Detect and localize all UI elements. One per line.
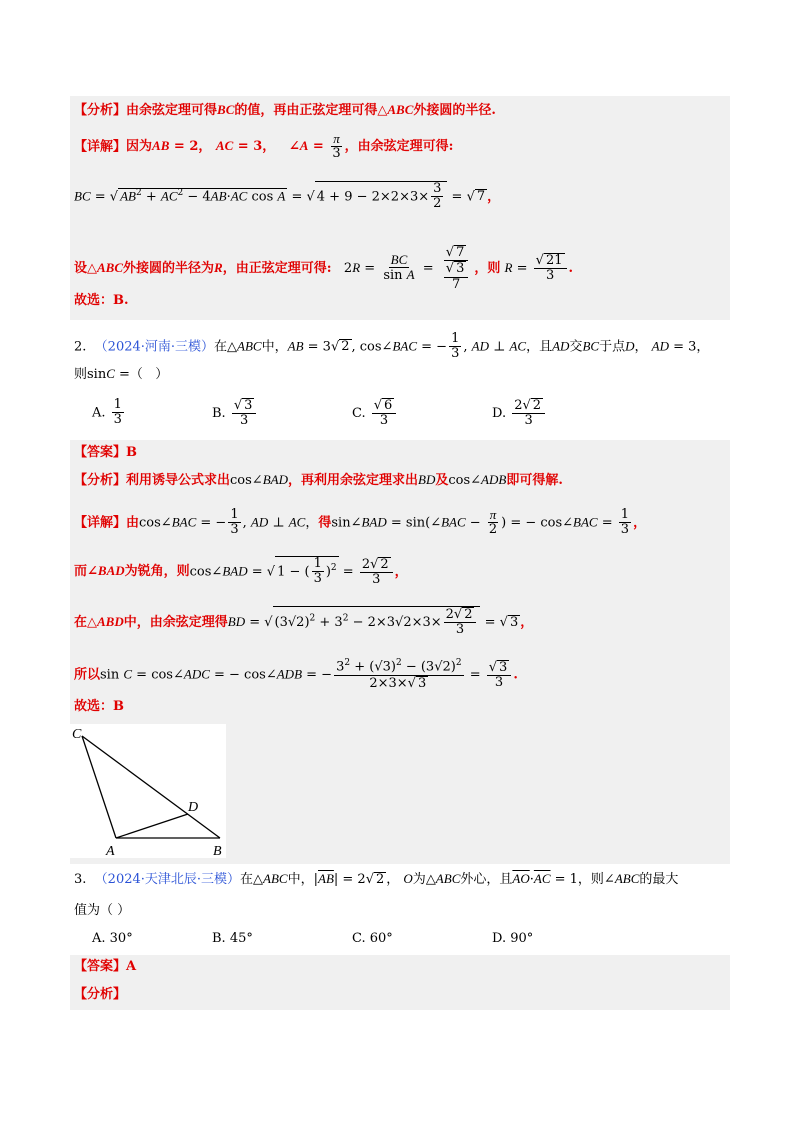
label-b: B bbox=[213, 844, 222, 858]
answer-3-tag: 【答案】 bbox=[74, 959, 127, 974]
detail-2-line2: 而∠BAD为锐角，则cos∠BAD = √ 1 − ( $\frac{1}{3}$ )$^2$ = $\frac{2√ 2}{3}$ ， bbox=[74, 556, 408, 587]
q3-option-b: B. 45° bbox=[212, 931, 253, 946]
question-3-source: （2024·天津北辰·三模） bbox=[94, 872, 241, 887]
answer-3-value: A bbox=[126, 959, 137, 974]
detail-2-tag: 【详解】 bbox=[74, 515, 127, 531]
label-a: A bbox=[106, 844, 115, 858]
answer-2-value: B bbox=[126, 445, 138, 460]
label-d: D bbox=[188, 800, 199, 815]
solution-panel-3 bbox=[70, 955, 730, 1010]
answer-3 bbox=[74, 960, 136, 973]
q2-option-d: D. $\frac{2√ 2}{3}$ bbox=[492, 398, 547, 429]
question-3: 3. （2024·天津北辰·三模）在△ABC中，$|\overline{AB}| = 2√$ 2 ， O为△ABC外心，且$\overline{AO}\cdot\overline{AC} = 1$，则∠ABC的最大 bbox=[74, 871, 679, 887]
answer-2-tag: 【答案】 bbox=[74, 445, 127, 460]
answer-1: 故选：B. bbox=[74, 293, 129, 308]
q2-option-b: B. $\frac{√ 3}{3}$ bbox=[212, 398, 258, 429]
answer-2-choice: 故选：B bbox=[74, 699, 124, 714]
q2-option-c: C. $\frac{√ 6}{3}$ bbox=[352, 398, 398, 429]
analysis-1-tag: 【分析】 bbox=[74, 103, 127, 118]
question-3-number: 3. bbox=[74, 872, 87, 887]
analysis-1 bbox=[74, 103, 496, 117]
detail-1-equation: BC = √ $AB^2 + AC^2 - 4AB\cdot AC$ cos A = √ 4 + 9 − 2×2×3× $\frac{3}{2}$ = √ 7 ， bbox=[74, 181, 501, 212]
q2-option-a: A. $\frac{1}{3}$ bbox=[92, 397, 122, 428]
detail-1-tag: 【详解】 bbox=[74, 139, 127, 155]
detail-2-line1: 【详解】由cos∠BAC = − $\frac{1}{3}$ , AD ⊥ AC，得sin∠BAD = sin(∠BAC − $\frac{\pi}{2}$ ) = − cos∠BAC = $\frac{1}{3}$ ， bbox=[74, 507, 647, 538]
question-2-source: （2024·河南·三模） bbox=[94, 339, 215, 355]
detail-2-line3: 在△ABD中，由余弦定理得BD = √ $(3√2)^2 + 3^2 - 2\times 3√2\times 3\times$ $\frac{2√ 2}{3}$ = √ 3 ， bbox=[74, 607, 534, 638]
q3-option-c: C. 60° bbox=[352, 931, 393, 946]
question-2: 2. （2024·河南·三模）在△ABC中，AB = 3√ 2 , cos∠BAC = − $\frac{1}{3}$ , AD ⊥ AC，且AD交BC于点D， AD = 3， bbox=[74, 331, 710, 362]
question-2-number: 2. bbox=[74, 339, 87, 355]
analysis-1-text: 由余弦定理可得BC的值，再由正弦定理可得△ABC外接圆的半径. bbox=[126, 102, 496, 118]
answer-2 bbox=[74, 446, 137, 459]
detail-2-line4: 所以sin C = cos∠ADC = − cos∠ADB = − $\frac{3^2 + (√3)^2 - (3√2)^2}{2\times 3\times√ 3}$ = $\frac{√ 3}{3}$ . bbox=[74, 658, 518, 691]
q3-option-a: A. 30° bbox=[92, 931, 133, 946]
detail-1-header: 【详解】因为AB = 2， AC = 3， ∠A = $\frac{\pi}{3}$ ，由余弦定理可得: bbox=[74, 131, 454, 162]
analysis-3: 【分析】 bbox=[74, 987, 127, 1002]
label-c: C bbox=[72, 727, 82, 742]
triangle-figure bbox=[70, 724, 226, 858]
q3-option-d: D. 90° bbox=[492, 931, 534, 946]
analysis-2-tag: 【分析】 bbox=[74, 473, 127, 488]
question-2-line2: 则sinC =（ ） bbox=[74, 366, 169, 382]
detail-1-radius: 设△ABC外接圆的半径为R，由正弦定理可得: 2R = $\frac{BC}{\text{sin A}}$ = $\frac{√ 7}{\frac{√ 3}{7}}$ ，则 R = $\frac{√ 21}{3}$ . bbox=[74, 245, 574, 292]
analysis-2: 【分析】利用诱导公式求出cos∠BAD，再利用余弦定理求出BD及cos∠ADB即可得解. bbox=[74, 472, 563, 488]
question-3-line2: 值为（ ） bbox=[74, 903, 131, 918]
